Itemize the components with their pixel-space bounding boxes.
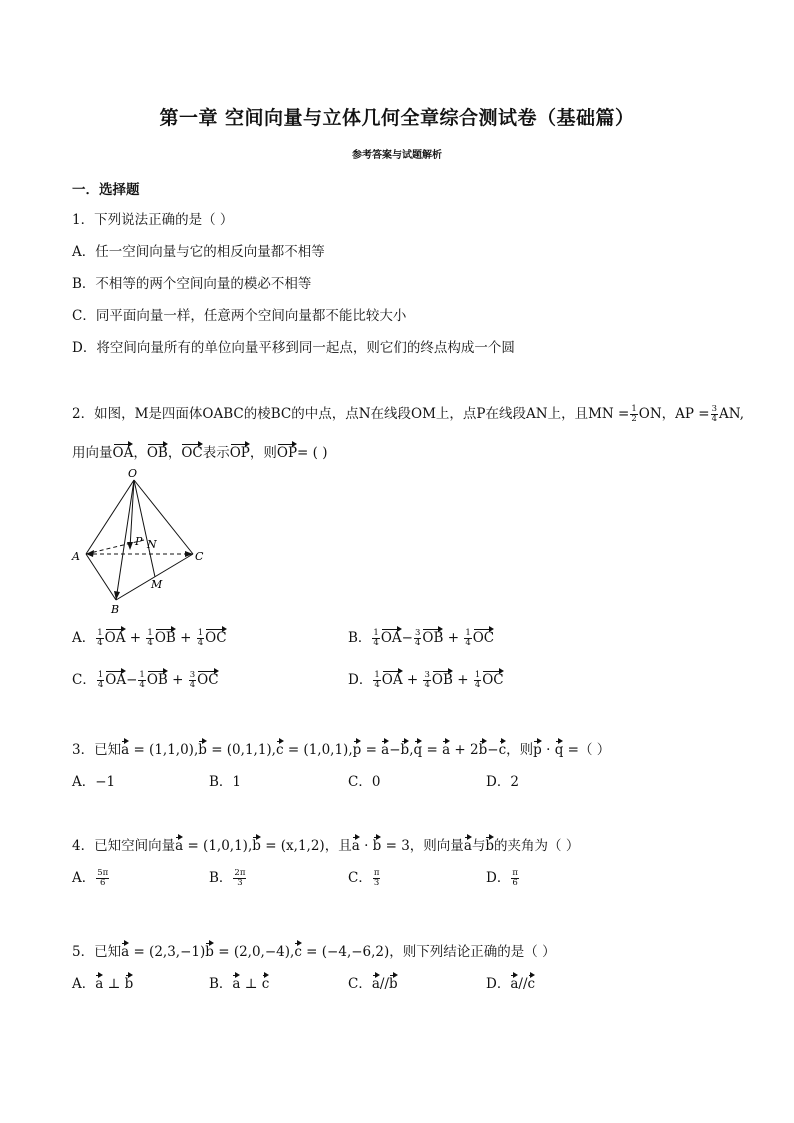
- label-c: C: [195, 550, 204, 563]
- q2-stem-text: 2．如图，M是四面体OABC的棱BC的中点，点N在线段OM上，点P在线段AN上，且MN =: [72, 406, 630, 422]
- edge-oa: [86, 480, 134, 554]
- vector-op: OP: [229, 445, 250, 461]
- section-heading: 一．选择题: [72, 182, 140, 198]
- fraction: $\frac{3}{4}$: [711, 404, 717, 424]
- vector-oc: OC: [181, 445, 203, 461]
- arrow-head: [127, 542, 133, 550]
- q4-stem: 4．已知空间向量a = (1,0,1),b = (x,1,2)，且a · b = 3，则向量a与b的夹角为（ ）: [72, 838, 580, 854]
- fraction: $\frac{1}{2}$: [631, 404, 637, 424]
- edge-ab: [86, 554, 116, 600]
- label-b: B: [111, 603, 120, 616]
- q4-option-a: A． $\frac{5\pi}{6}$: [72, 868, 109, 888]
- q2-option-c: C． $\frac{1}{4}$ OA− $\frac{1}{4}$ OB + $\frac{3}{4}$ OC: [72, 670, 219, 690]
- q4-option-d: D． $\frac{\pi}{6}$: [486, 868, 518, 888]
- q2-option-b: B． $\frac{1}{4}$ OA− $\frac{3}{4}$ OB + $\frac{1}{4}$ OC: [348, 628, 495, 648]
- q3-option-a: A．−1: [72, 774, 116, 790]
- q5-stem: 5．已知a = (2,3,−1)b = (2,0,−4),c = (−4,−6,2)，则下列结论正确的是（ ）: [72, 944, 556, 960]
- q5-option-d: D．a//c: [486, 976, 536, 992]
- q2-option-d: D． $\frac{1}{4}$ OA + $\frac{3}{4}$ OB + $\frac{1}{4}$ OC: [348, 670, 504, 690]
- edge-ob: [116, 480, 134, 600]
- label-o: O: [128, 468, 138, 480]
- q1-option-b: B．不相等的两个空间向量的模必不相等: [72, 276, 312, 292]
- q3-stem: 3．已知a = (1,1,0),b = (0,1,1),c = (1,0,1),p = a−b,q = a + 2b−c，则p · q =（ ）: [72, 742, 611, 758]
- vector-oa: OA: [112, 445, 134, 461]
- q4-option-b: B． $\frac{2\pi}{3}$: [209, 868, 246, 888]
- vector-op: OP: [276, 445, 298, 461]
- q2-option-a: A． $\frac{1}{4}$ OA + $\frac{1}{4}$ OB + $\frac{1}{4}$ OC: [72, 628, 227, 648]
- q1-option-d: D．将空间向量所有的单位向量平移到同一起点，则它们的终点构成一个圆: [72, 340, 515, 356]
- q2-stem: 2．如图，M是四面体OABC的棱BC的中点，点N在线段OM上，点P在线段AN上，且MN = $\frac{1}{2}$ ON，AP = $\frac{3}{4}$ AN,: [72, 404, 744, 424]
- page-title: 第一章 空间向量与立体几何全章综合测试卷（基础篇）: [159, 107, 635, 129]
- q5-option-c: C．a//b: [348, 976, 398, 992]
- page-subtitle: 参考答案与试题解析: [352, 150, 442, 161]
- q1-stem: 1．下列说法正确的是（ ）: [72, 212, 234, 228]
- label-p: P: [135, 535, 143, 548]
- segment-om: [134, 480, 155, 577]
- label-n: N: [147, 538, 157, 551]
- edge-oc: [134, 480, 193, 554]
- q2-stem-line2: 用向量OA，OB，OC表示OP，则OP= ( ): [72, 445, 328, 461]
- q3-option-d: D．2: [486, 774, 519, 790]
- q3-option-c: C．0: [348, 774, 381, 790]
- label-m: M: [151, 578, 163, 591]
- q1-option-c: C．同平面向量一样，任意两个空间向量都不能比较大小: [72, 308, 407, 324]
- q3-option-b: B．1: [209, 774, 242, 790]
- tetrahedron-figure: [68, 468, 208, 616]
- q4-option-c: C． $\frac{\pi}{3}$: [348, 868, 380, 888]
- vector-ob: OB: [146, 445, 168, 461]
- q5-option-a: A．a ⊥ b: [72, 976, 134, 992]
- q5-option-b: B．a ⊥ c: [209, 976, 270, 992]
- q1-option-a: A．任一空间向量与它的相反向量都不相等: [72, 244, 325, 260]
- label-a: A: [72, 550, 80, 563]
